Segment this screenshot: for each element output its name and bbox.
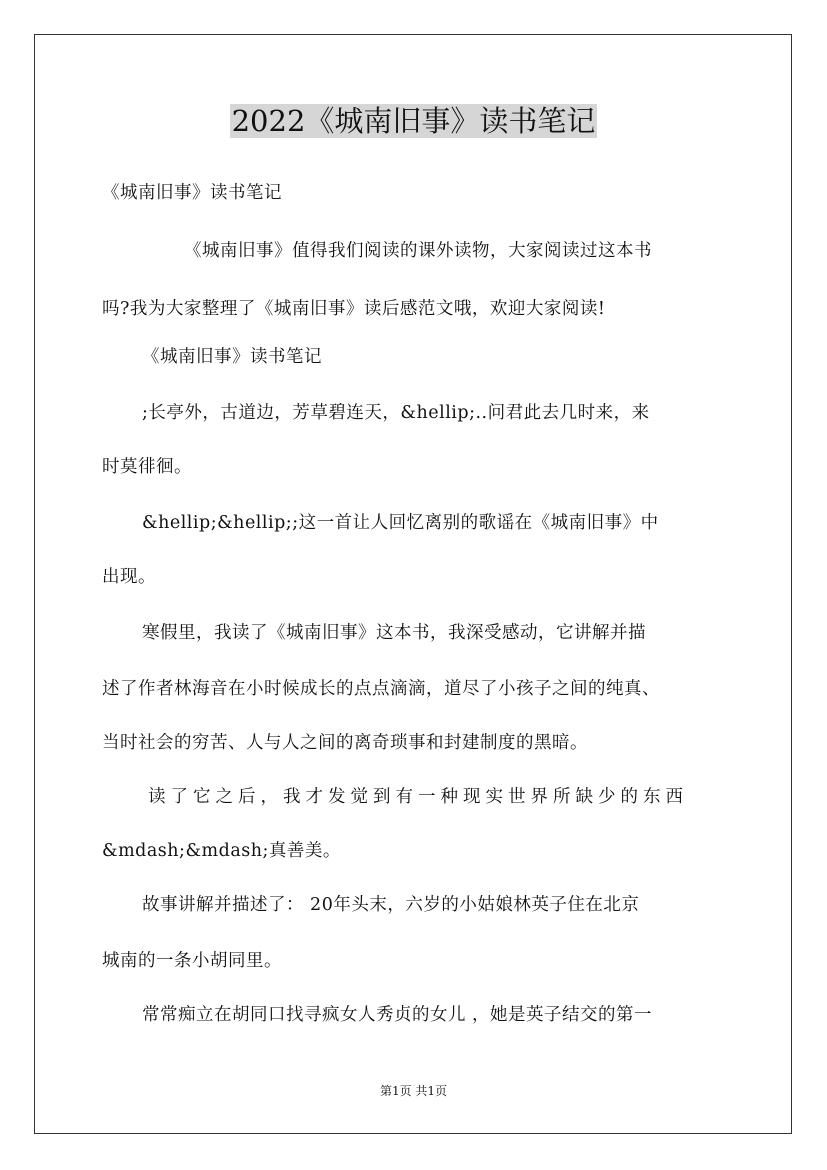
text-line: 吗?我为大家整理了《城南旧事》读后感范文哦，欢迎大家阅读!	[102, 299, 606, 319]
text-line: 述了作者林海音在小时候成长的点点滴滴，道尽了小孩子之间的纯真、	[102, 679, 660, 699]
text-line: 《城南旧事》读书笔记	[102, 183, 282, 203]
text-line: 出现。	[102, 567, 156, 587]
text-line: 《城南旧事》值得我们阅读的课外读物，大家阅读过这本书	[184, 241, 652, 261]
text-line: 《城南旧事》读书笔记	[142, 347, 322, 367]
text-line: ;长亭外，古道边，芳草碧连天，&hellip;..问君此去几时来，来	[142, 403, 650, 423]
text-line: 常常痴立在胡同口找寻疯女人秀贞的女儿 ，她是英子结交的第一	[142, 1005, 653, 1025]
text-line: 时莫徘徊。	[102, 457, 192, 477]
text-line: &hellip;&hellip;;这一首让人回忆离别的歌谣在《城南旧事》中	[142, 513, 659, 533]
text-line: 城南的一条小胡同里。	[102, 951, 282, 971]
text-line: 寒假里，我读了《城南旧事》这本书，我深受感动，它讲解并描	[142, 623, 646, 643]
text-line: 当时社会的穷苦、人与人之间的离奇琐事和封建制度的黑暗。	[102, 733, 588, 753]
text-line: 故事讲解并描述了： 20年头末，六岁的小姑娘林英子住在北京	[142, 895, 640, 915]
text-line: &mdash;&mdash;真善美。	[102, 841, 341, 861]
document-title: 2022《城南旧事》读书笔记	[231, 104, 596, 138]
page-footer: 第1页 共1页	[379, 1084, 448, 1098]
text-line: 读了它之后，我才发觉到有一种现实世界所缺少的东西	[148, 787, 688, 807]
